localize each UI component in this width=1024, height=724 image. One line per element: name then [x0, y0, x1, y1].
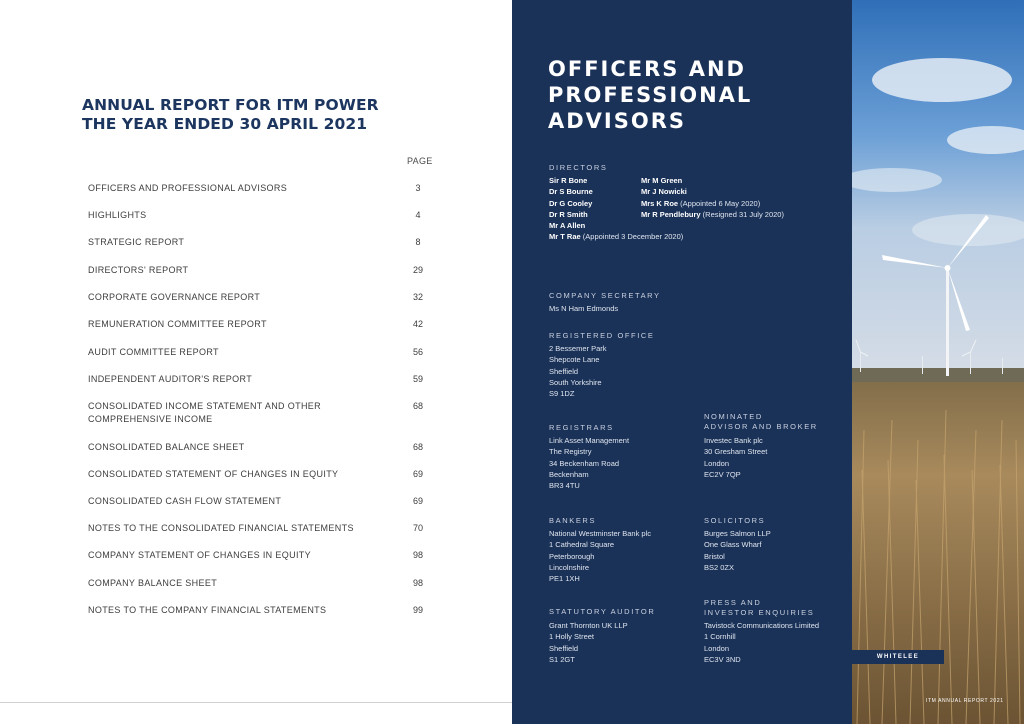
- toc-title: NOTES TO THE COMPANY FINANCIAL STATEMENTS: [88, 605, 327, 615]
- toc-page-number: 8: [415, 237, 421, 247]
- toc-page-number: 69: [412, 496, 423, 506]
- address-line: BS2 0ZX: [704, 562, 735, 572]
- company-secretary-label: COMPANY SECRETARY: [549, 291, 661, 300]
- toc-title: HIGHLIGHTS: [88, 210, 147, 220]
- director-name: Mr T Rae: [549, 232, 581, 242]
- toc-title: CONSOLIDATED CASH FLOW STATEMENT: [88, 496, 282, 506]
- officers-title: [548, 56, 752, 134]
- toc-entry[interactable]: [88, 549, 436, 579]
- director-entry: [641, 209, 784, 220]
- toc-title: STRATEGIC REPORT: [88, 237, 185, 247]
- toc-title: CONSOLIDATED INCOME STATEMENT AND OTHER COMPREHENSIVE INCOME: [88, 401, 322, 424]
- toc-entry[interactable]: [88, 182, 436, 212]
- toc-page-number: 98: [412, 578, 423, 588]
- toc-title: INDEPENDENT AUDITOR'S REPORT: [88, 374, 253, 384]
- toc-title: CORPORATE GOVERNANCE REPORT: [88, 292, 261, 302]
- solicitors-address: [704, 528, 771, 573]
- toc-page-number: 70: [412, 523, 423, 533]
- address-line: Tavistock Communications Limited: [704, 621, 820, 630]
- toc-page-number: 68: [412, 442, 423, 452]
- toc-title: CONSOLIDATED STATEMENT OF CHANGES IN EQUITY: [88, 469, 339, 479]
- toc-entry[interactable]: [88, 209, 436, 239]
- director-name: Dr G Cooley: [549, 198, 593, 208]
- nominated-advisor-label: [704, 412, 818, 432]
- toc-entry[interactable]: [88, 441, 436, 471]
- label-line: INVESTOR ENQUIRIES: [704, 608, 815, 617]
- report-title-line-2: THE YEAR ENDED 30 APRIL 2021: [82, 115, 368, 133]
- wind-turbine-photo: [852, 0, 1024, 724]
- toc-entry[interactable]: [88, 577, 436, 607]
- toc-page-number: 99: [412, 605, 423, 615]
- label-line: NOMINATED: [704, 412, 763, 421]
- toc-entry[interactable]: [88, 468, 436, 498]
- director-entry: [549, 220, 683, 231]
- toc-page-number: 69: [412, 469, 423, 479]
- toc-entry[interactable]: [88, 373, 436, 403]
- director-name: Mrs K Roe: [641, 198, 679, 208]
- director-note: (Resigned 31 July 2020): [700, 209, 784, 219]
- toc-title: AUDIT COMMITTEE REPORT: [88, 347, 219, 357]
- bankers-label: BANKERS: [549, 516, 597, 525]
- toc-title: OFFICERS AND PROFESSIONAL ADVISORS: [88, 183, 288, 193]
- toc-entry[interactable]: [88, 264, 436, 294]
- director-note: (Appointed 6 May 2020): [678, 198, 761, 208]
- directors-column-2: [641, 175, 784, 220]
- toc-page-number: 42: [412, 319, 423, 329]
- toc-title: DIRECTORS' REPORT: [88, 265, 189, 275]
- toc-page-number: 3: [415, 183, 421, 193]
- statutory-auditor-label: STATUTORY AUDITOR: [549, 607, 656, 616]
- director-name: Dr R Smith: [549, 209, 588, 219]
- address-line: Burges Salmon LLP: [704, 529, 771, 538]
- address-line: EC2V 7QP: [704, 469, 741, 479]
- director-name: Mr A Allen: [549, 221, 586, 231]
- registrars-address: [549, 435, 629, 491]
- address-line: The Registry: [549, 447, 592, 457]
- address-line: One Glass Wharf: [704, 540, 762, 550]
- address-line: 1 Holly Street: [549, 632, 595, 642]
- toc-entry[interactable]: [88, 400, 436, 430]
- director-name: Sir R Bone: [549, 176, 588, 185]
- address-line: 1 Cornhill: [704, 632, 736, 642]
- address-line: BR3 4TU: [549, 481, 580, 491]
- statutory-auditor-address: [549, 620, 628, 665]
- report-title: [82, 96, 482, 134]
- director-name: Mr R Pendlebury: [641, 209, 701, 219]
- toc-entry[interactable]: [88, 318, 436, 348]
- report-title-line-1: ANNUAL REPORT FOR ITM POWER: [82, 96, 379, 114]
- address-line: Ms N Ham Edmonds: [549, 304, 619, 313]
- address-line: South Yorkshire: [549, 377, 602, 387]
- officers-title-line-1: OFFICERS AND: [548, 57, 746, 81]
- toc-page-number: 32: [412, 292, 423, 302]
- bankers-address: [549, 528, 651, 584]
- label-line: ADVISOR AND BROKER: [704, 422, 818, 431]
- toc-title: CONSOLIDATED BALANCE SHEET: [88, 442, 245, 452]
- toc-page-number: 68: [412, 401, 423, 411]
- toc-title: REMUNERATION COMMITTEE REPORT: [88, 319, 267, 329]
- toc-entry[interactable]: [88, 495, 436, 525]
- address-line: 34 Beckenham Road: [549, 458, 620, 468]
- director-entry: [641, 198, 784, 209]
- report-footer: ITM ANNUAL REPORT 2021: [926, 698, 1004, 704]
- director-name: Mr J Nowicki: [641, 187, 687, 197]
- registered-office-address: [549, 343, 607, 399]
- director-name: Dr S Bourne: [549, 187, 593, 197]
- address-line: Link Asset Management: [549, 436, 630, 445]
- address-line: 2 Bessemer Park: [549, 344, 607, 353]
- company-secretary-details: [549, 303, 618, 314]
- label-line: PRESS AND: [704, 598, 762, 607]
- toc-title: COMPANY STATEMENT OF CHANGES IN EQUITY: [88, 550, 311, 560]
- press-enquiries-address: [704, 620, 819, 665]
- toc-page-number: 29: [412, 265, 423, 275]
- registrars-label: REGISTRARS: [549, 423, 614, 432]
- director-note: (Appointed 3 December 2020): [580, 232, 684, 242]
- address-line: Beckenham: [549, 469, 589, 479]
- toc-entry[interactable]: [88, 522, 436, 552]
- address-line: London: [704, 643, 730, 653]
- address-line: Investec Bank plc: [704, 436, 763, 445]
- address-line: 1 Cathedral Square: [549, 540, 615, 550]
- photo-caption: WHITELEE: [852, 650, 944, 664]
- address-line: Bristol: [704, 551, 725, 561]
- address-line: Shepcote Lane: [549, 355, 600, 365]
- address-line: Lincolnshire: [549, 562, 590, 572]
- director-entry: [641, 186, 784, 197]
- address-line: S1 2GT: [549, 654, 575, 664]
- toc-page-number: 98: [412, 550, 423, 560]
- director-entry: [549, 231, 683, 242]
- nominated-advisor-address: [704, 435, 767, 480]
- address-line: 30 Gresham Street: [704, 447, 768, 457]
- footer-divider: [0, 702, 512, 703]
- toc-entry[interactable]: [88, 346, 436, 376]
- directors-label: DIRECTORS: [549, 163, 608, 172]
- page-column-header: PAGE: [407, 156, 433, 166]
- officers-title-line-3: ADVISORS: [548, 109, 687, 133]
- toc-entry[interactable]: [88, 291, 436, 321]
- toc-page-number: 56: [412, 347, 423, 357]
- toc-page-number: 4: [415, 210, 421, 220]
- address-line: Sheffield: [549, 643, 579, 653]
- officers-title-line-2: PROFESSIONAL: [548, 83, 753, 107]
- address-line: Sheffield: [549, 366, 579, 376]
- address-line: Peterborough: [549, 551, 595, 561]
- press-enquiries-label: [704, 598, 814, 618]
- registered-office-label: REGISTERED OFFICE: [549, 331, 655, 340]
- address-line: EC3V 3ND: [704, 654, 741, 664]
- address-line: S9 1DZ: [549, 389, 575, 399]
- director-name: Mr M Green: [641, 176, 683, 185]
- wind-turbine-illustration: [852, 0, 1024, 724]
- address-line: PE1 1XH: [549, 574, 580, 584]
- toc-entry[interactable]: [88, 236, 436, 266]
- toc-title: COMPANY BALANCE SHEET: [88, 578, 218, 588]
- solicitors-label: SOLICITORS: [704, 516, 766, 525]
- toc-page-number: 59: [412, 374, 423, 384]
- address-line: Grant Thornton UK LLP: [549, 621, 628, 630]
- address-line: National Westminster Bank plc: [549, 529, 651, 538]
- toc-title: NOTES TO THE CONSOLIDATED FINANCIAL STATEMENTS: [88, 523, 354, 533]
- toc-entry[interactable]: [88, 604, 436, 634]
- address-line: London: [704, 458, 730, 468]
- director-entry: [641, 175, 784, 186]
